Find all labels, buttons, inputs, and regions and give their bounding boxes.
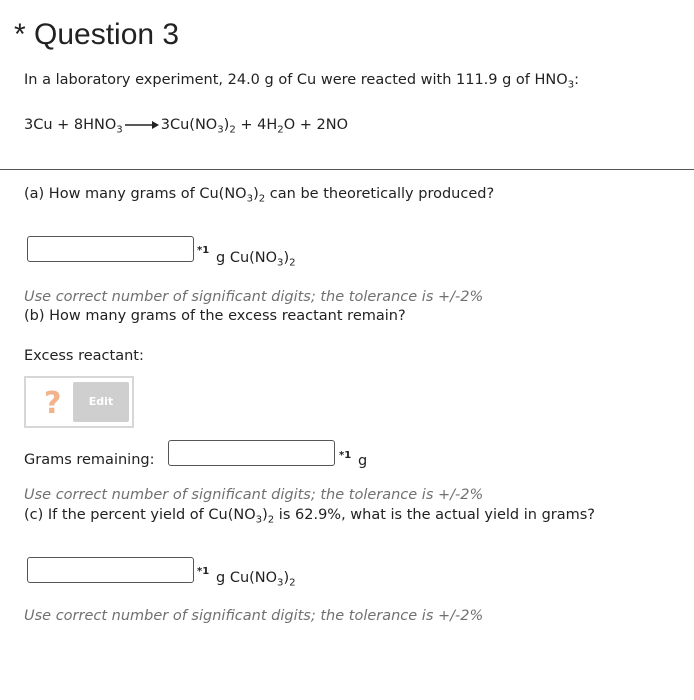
reaction-arrow-icon [125, 120, 159, 130]
part-a-hint: Use correct number of significant digits; the tolerance is +/-2% [24, 289, 484, 305]
part-a-unit: g $Cu(NO_3)_2$ [216, 250, 296, 269]
part-c-mark: *1 [197, 566, 210, 577]
part-c-answer-input[interactable] [27, 557, 194, 583]
excess-reactant-label: Excess reactant: [24, 348, 144, 364]
part-a-answer-input[interactable] [27, 236, 194, 262]
section-divider [0, 169, 694, 170]
grams-remaining-input[interactable] [168, 440, 335, 466]
part-c-unit: g $Cu(NO_3)_2$ [216, 570, 296, 589]
part-b-hint: Use correct number of significant digits; the tolerance is +/-2% [24, 487, 484, 503]
part-c-question: (c) If the percent yield of $Cu(NO_3)_2$ is 62.9%, what is the actual yield in grams? [24, 507, 595, 526]
part-c-hint: Use correct number of significant digits; the tolerance is +/-2% [24, 608, 484, 624]
part-a-question: (a) How many grams of $Cu(NO_3)_2$ can be theoretically produced? [24, 186, 495, 205]
part-b-question: (b) How many grams of the excess reactant remain? [24, 308, 406, 324]
question-mark-icon: ? [44, 386, 62, 421]
part-b-unit: g [358, 453, 368, 469]
part-b-mark: *1 [339, 450, 352, 461]
question-title: * Question 3 [14, 18, 180, 51]
part-a-mark: *1 [197, 245, 210, 256]
reaction-equation: $3Cu + 8HNO_3$ $3Cu(NO_3)_2 + 4H_2O + 2NO$ [24, 117, 349, 136]
edit-button[interactable]: Edit [73, 382, 129, 422]
excess-reactant-picker[interactable] [24, 376, 134, 428]
grams-remaining-label: Grams remaining: [24, 452, 155, 468]
problem-statement: In a laboratory experiment, 24.0 g of Cu were reacted with 111.9 g of $HNO_3$: [24, 72, 580, 91]
